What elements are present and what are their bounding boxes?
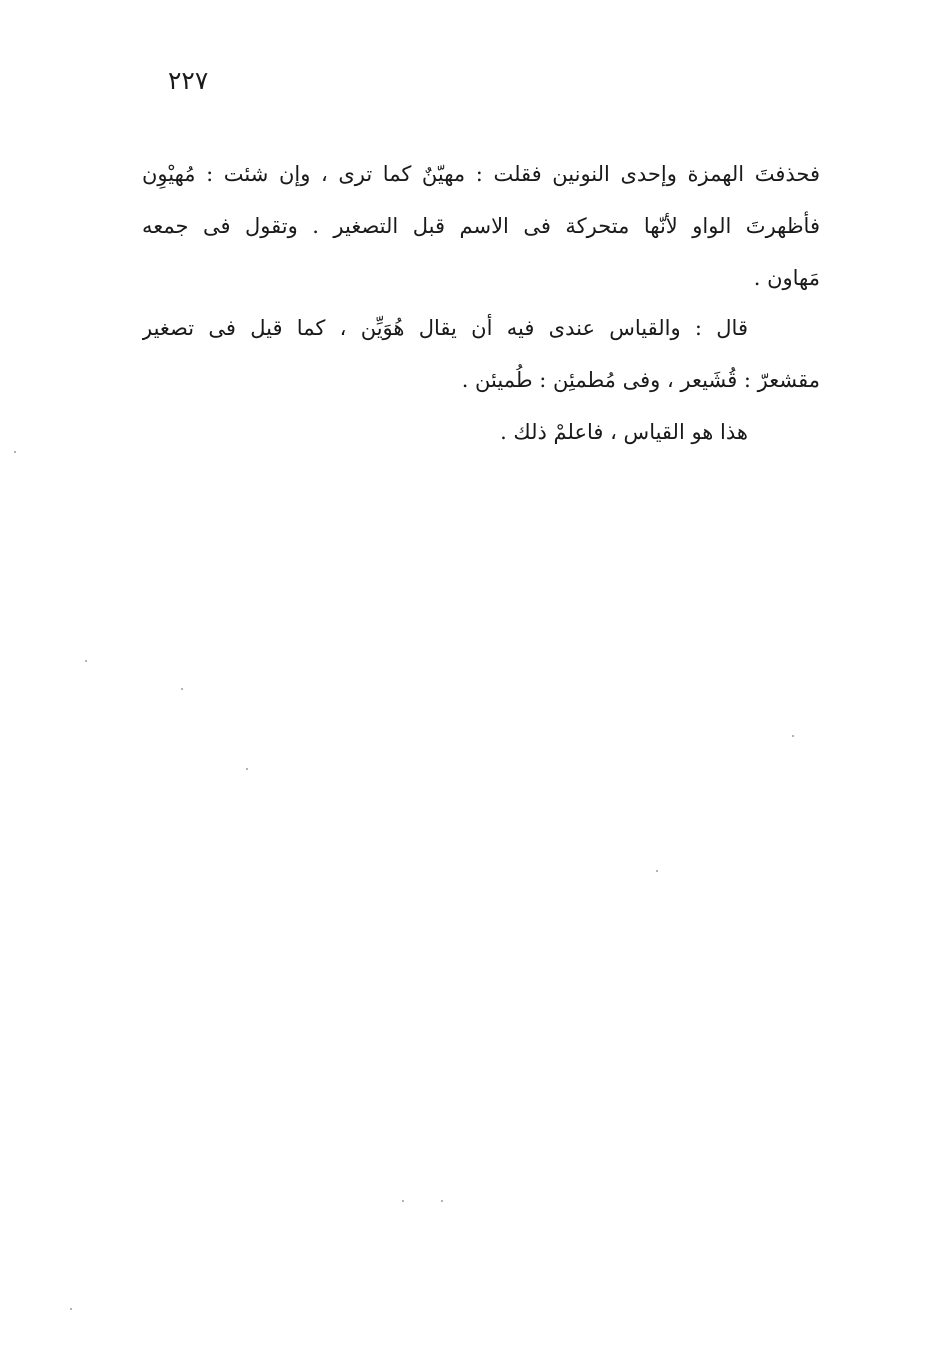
- text-line: مقشعرّ : قُشَيعر ، وفى مُطمئِن : طُميئن .: [461, 368, 820, 392]
- paragraph-2: [142, 302, 820, 406]
- scan-speck: [402, 1200, 404, 1202]
- scan-speck: [246, 768, 248, 770]
- text-line: مَهاون .: [753, 266, 820, 290]
- scan-speck: [792, 735, 794, 737]
- scan-speck: [70, 1308, 72, 1310]
- page-number: ٢٢٧: [168, 66, 209, 95]
- paragraph-3: [142, 406, 820, 458]
- paragraph-1: [142, 148, 820, 304]
- scan-speck: [85, 660, 87, 662]
- scan-speck: [14, 451, 16, 453]
- text-line: فأظهرتَ الواو لأنّها متحركة فى الاسم قبل التصغير . وتقول فى جمعه: [142, 214, 820, 238]
- text-line: قال : والقياس عندى فيه أن يقال هُوَيِّن ، كما قيل فى تصغير: [142, 316, 748, 340]
- text-line: فحذفتَ الهمزة وإحدى النونين فقلت : مهيّنٌ كما ترى ، وإن شئت : مُهيْوِن: [142, 162, 820, 186]
- scan-speck: [441, 1200, 443, 1202]
- scan-speck: [181, 688, 183, 690]
- scan-speck: [656, 870, 658, 872]
- text-line: هذا هو القياس ، فاعلمْ ذلك .: [500, 420, 748, 444]
